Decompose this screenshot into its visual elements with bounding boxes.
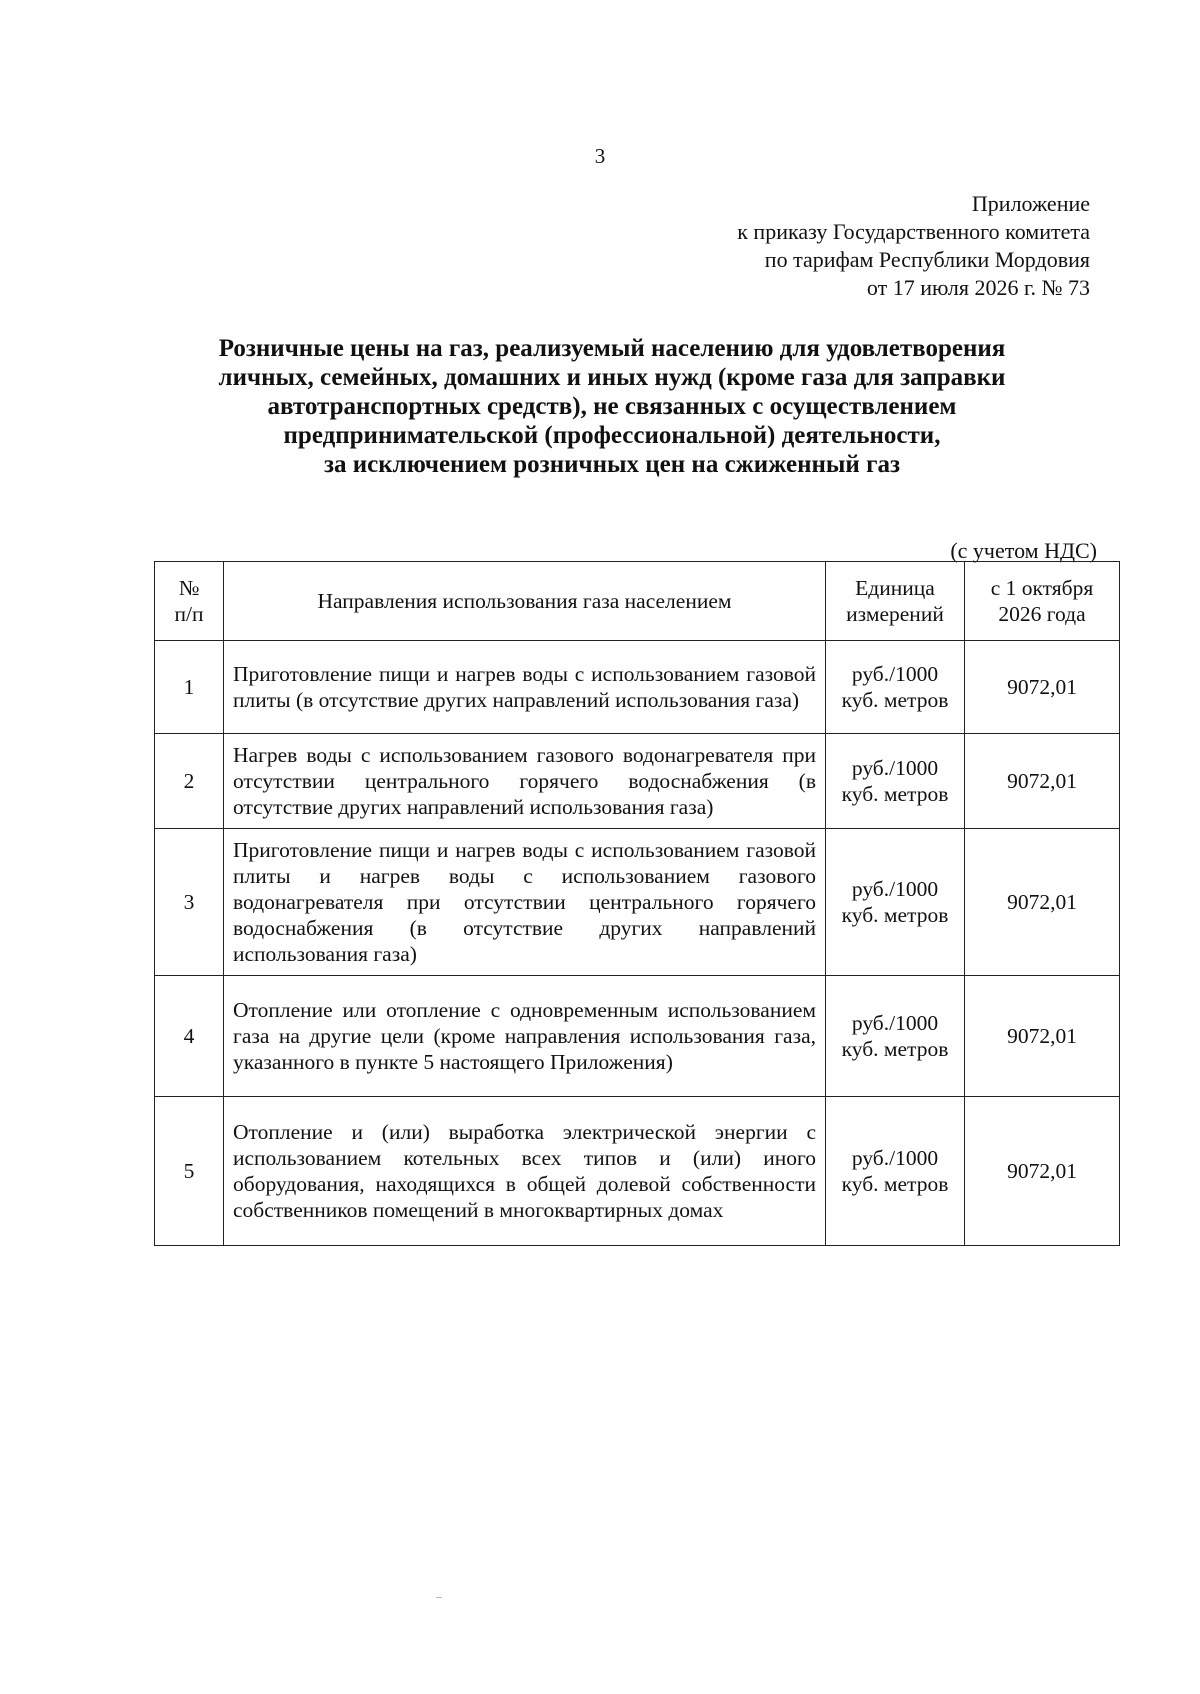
row-direction: Приготовление пищи и нагрев воды с использованием газовой плиты и нагрев воды с использованием газового водонагревателя при отсутствии центрального горячего водоснабжения (в отсутствие других направлений использования газа) <box>224 829 826 976</box>
table-row <box>155 734 1120 829</box>
row-direction: Нагрев воды с использованием газового водонагревателя при отсутствии центрального горячего водоснабжения (в отсутствие других направлений использования газа) <box>224 734 826 829</box>
row-unit: руб./1000 куб. метров <box>826 1097 965 1246</box>
header-price: с 1 октября 2026 года <box>965 562 1120 641</box>
table-row <box>155 976 1120 1097</box>
row-number: 5 <box>155 1097 224 1246</box>
row-price: 9072,01 <box>965 641 1120 734</box>
appendix-block <box>737 190 1090 302</box>
title-line: Розничные цены на газ, реализуемый населению для удовлетворения <box>218 335 1006 362</box>
row-price: 9072,01 <box>965 976 1120 1097</box>
row-unit: руб./1000 куб. метров <box>826 829 965 976</box>
appendix-line: по тарифам Республики Мордовия <box>764 247 1090 272</box>
row-unit: руб./1000 куб. метров <box>826 976 965 1097</box>
header-number: № п/п <box>155 562 224 641</box>
row-price: 9072,01 <box>965 1097 1120 1246</box>
header-direction: Направления использования газа населением <box>224 562 826 641</box>
table-row <box>155 1097 1120 1246</box>
table-row <box>155 829 1120 976</box>
tariff-table <box>154 561 1120 1246</box>
title-line: личных, семейных, домашних и иных нужд (кроме газа для заправки <box>218 364 1006 391</box>
row-direction: Отопление и (или) выработка электрической энергии с использованием котельных всех типов и (или) иного оборудования, находящихся в общей долевой собственности собственников помещений в многоквартирных домах <box>224 1097 826 1246</box>
scan-speck <box>436 1597 442 1598</box>
vat-note: (с учетом НДС) <box>950 538 1097 563</box>
appendix-line: к приказу Государственного комитета <box>737 219 1090 244</box>
row-number: 1 <box>155 641 224 734</box>
title-line: предпринимательской (профессиональной) деятельности, <box>283 422 941 449</box>
page-number: 3 <box>594 144 606 168</box>
row-direction: Отопление или отопление с одновременным использованием газа на другие цели (кроме направления использования газа, указанного в пункте 5 настоящего Приложения) <box>224 976 826 1097</box>
row-direction: Приготовление пищи и нагрев воды с использованием газовой плиты (в отсутствие других направлений использования газа) <box>224 641 826 734</box>
title-line: за исключением розничных цен на сжиженный газ <box>323 451 900 478</box>
appendix-line: Приложение <box>971 191 1090 216</box>
row-unit: руб./1000 куб. метров <box>826 641 965 734</box>
header-unit: Единица измерений <box>826 562 965 641</box>
appendix-line: от 17 июля 2026 г. № 73 <box>866 275 1090 300</box>
row-price: 9072,01 <box>965 734 1120 829</box>
row-unit: руб./1000 куб. метров <box>826 734 965 829</box>
table-header-row <box>155 562 1120 641</box>
document-title <box>150 334 1074 479</box>
title-line: автотранспортных средств), не связанных с осуществлением <box>267 393 957 420</box>
table-row <box>155 641 1120 734</box>
row-number: 4 <box>155 976 224 1097</box>
row-number: 3 <box>155 829 224 976</box>
row-price: 9072,01 <box>965 829 1120 976</box>
row-number: 2 <box>155 734 224 829</box>
